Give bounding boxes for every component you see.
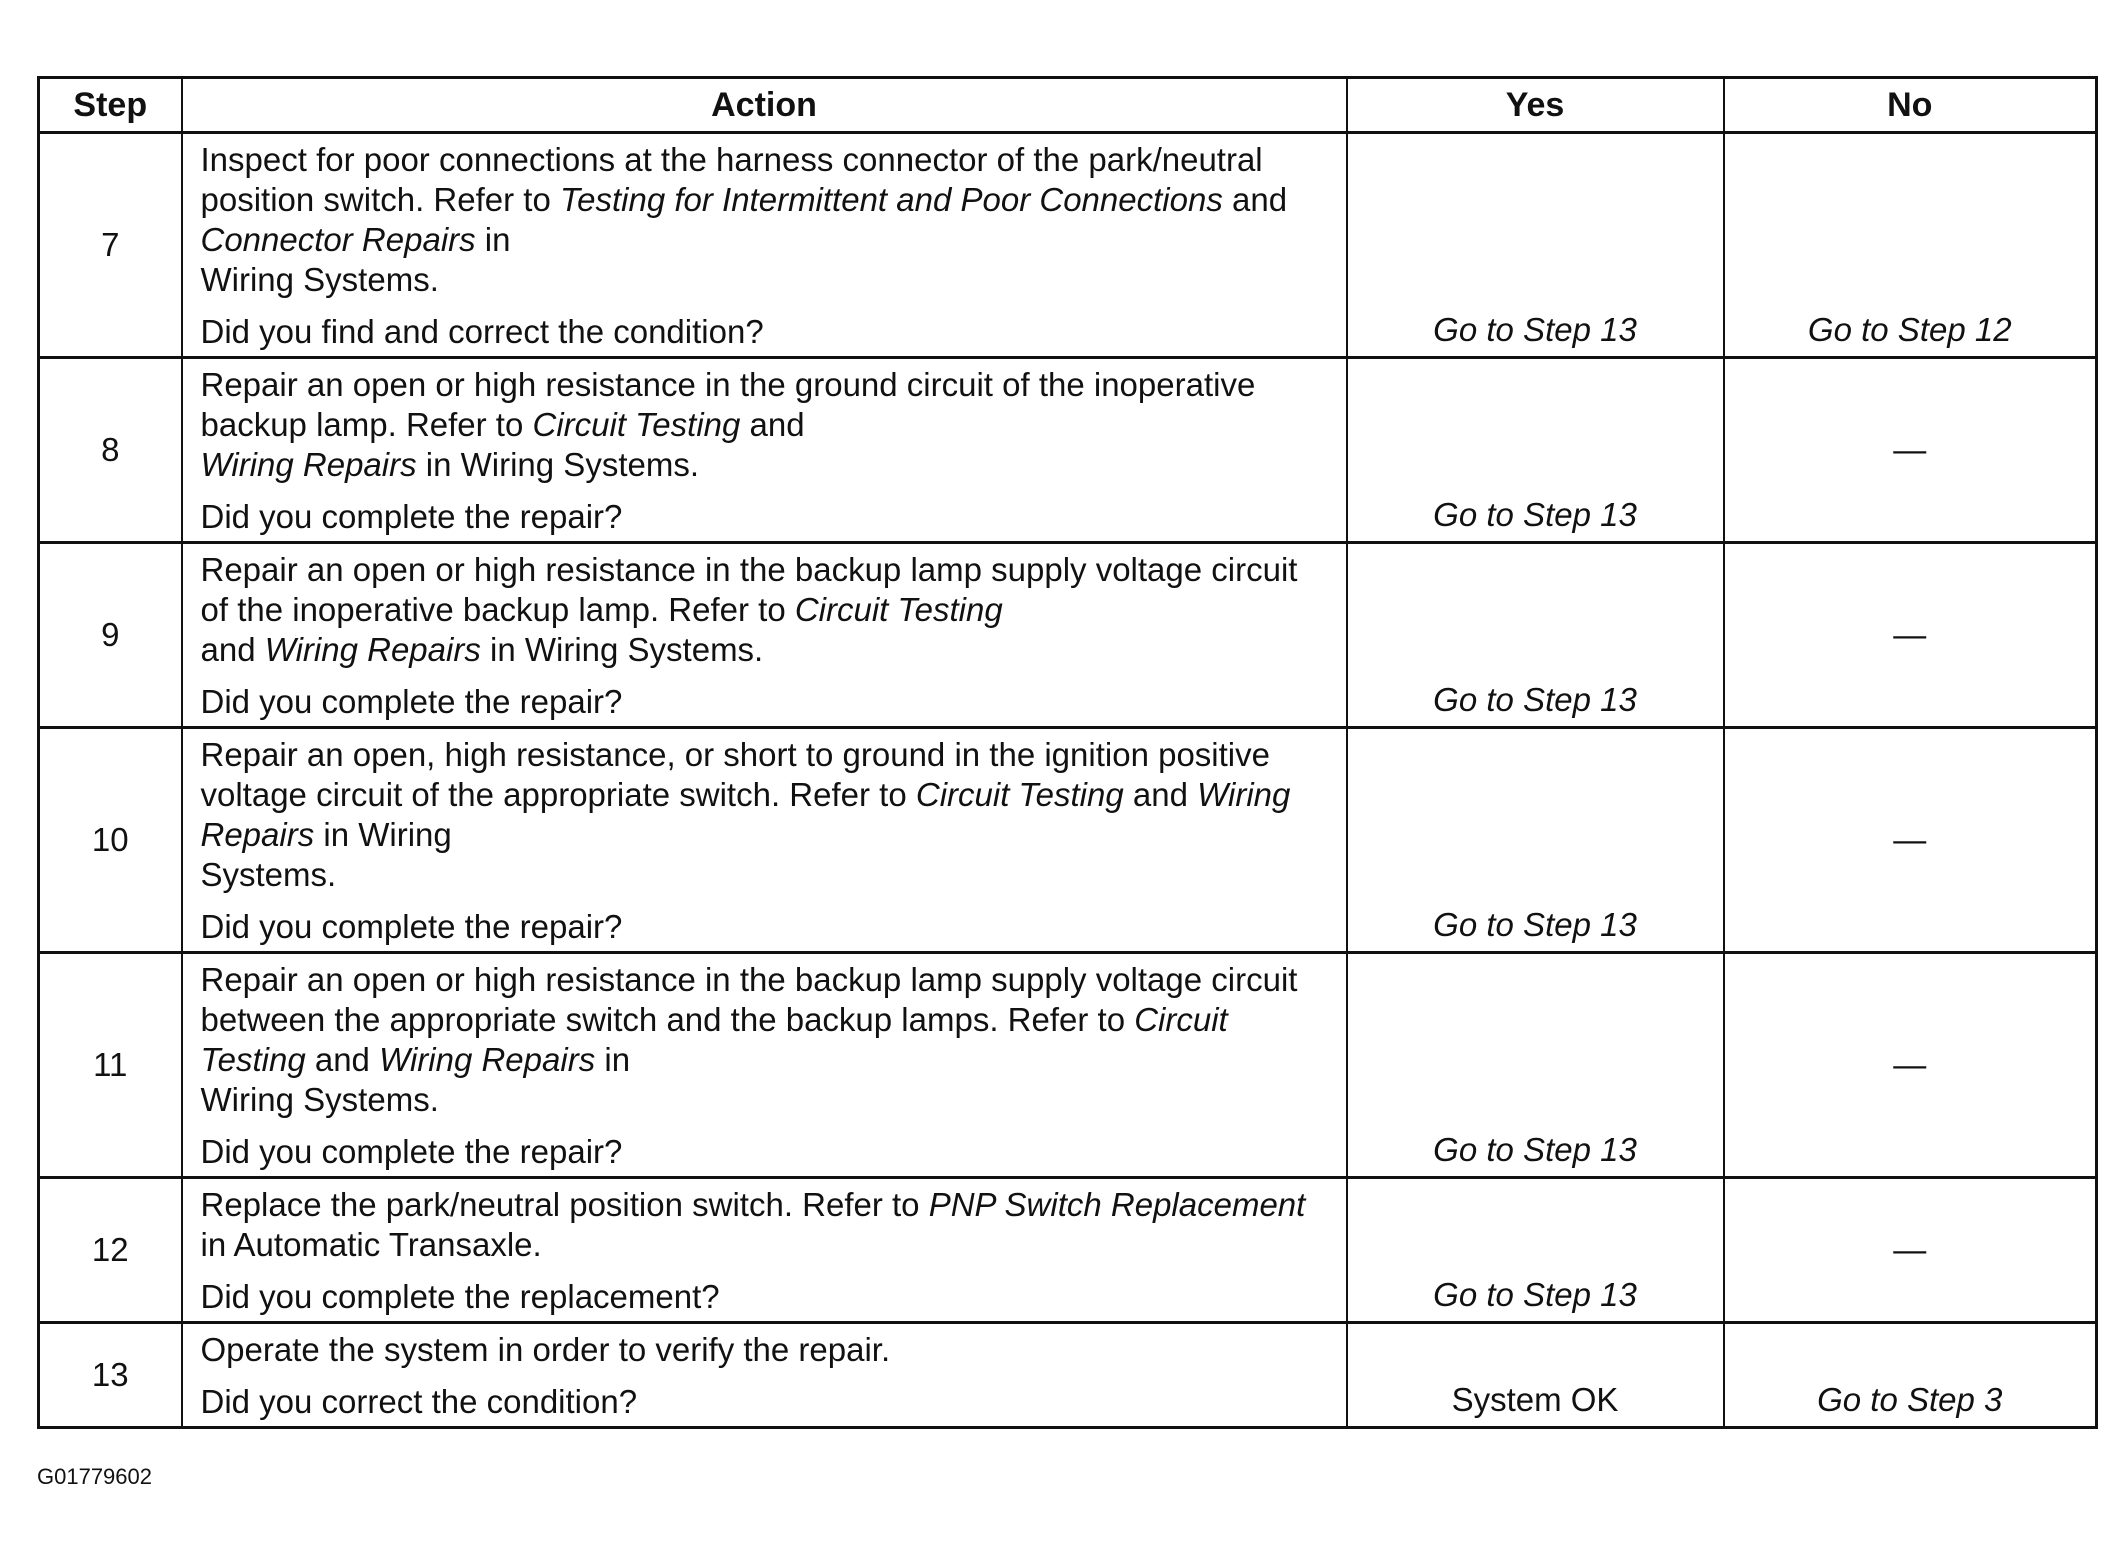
no-result bbox=[1724, 1178, 2097, 1323]
action-cell bbox=[182, 543, 1347, 728]
header-step: Step bbox=[39, 78, 182, 133]
header-action: Action bbox=[182, 78, 1347, 133]
action-cell bbox=[182, 358, 1347, 543]
action-segment: in Wiring Systems. bbox=[416, 446, 699, 483]
action-segment: Repair an open or high resistance in the ground circuit of the inoperative backup lamp. Refer to bbox=[200, 366, 1256, 443]
reference-link-text: Testing for Intermittent and Poor Connections bbox=[560, 181, 1223, 218]
action-cell bbox=[182, 728, 1347, 953]
action-text bbox=[201, 1185, 1334, 1265]
reference-link-text: PNP Switch Replacement bbox=[928, 1186, 1306, 1223]
reference-link-text: Wiring Repairs bbox=[379, 1041, 596, 1078]
header-yes: Yes bbox=[1347, 78, 1724, 133]
action-cell bbox=[182, 953, 1347, 1178]
no-result-text: — bbox=[1893, 1231, 1927, 1268]
action-text bbox=[201, 550, 1334, 670]
no-result bbox=[1724, 543, 2097, 728]
yes-result bbox=[1347, 953, 1724, 1178]
yes-result bbox=[1347, 358, 1724, 543]
reference-link-text: Wiring Repairs bbox=[200, 446, 417, 483]
action-cell bbox=[182, 1323, 1347, 1428]
reference-link-text: Circuit Testing bbox=[532, 406, 741, 443]
reference-link-text: Circuit Testing bbox=[200, 1001, 1228, 1078]
table-row bbox=[39, 358, 2097, 543]
table-row bbox=[39, 543, 2097, 728]
yes-result-text: Go to Step 13 bbox=[1433, 1131, 1637, 1168]
no-result-text: — bbox=[1893, 616, 1927, 653]
table-row bbox=[39, 1178, 2097, 1323]
no-result-text: — bbox=[1893, 431, 1927, 468]
step-number: 10 bbox=[39, 728, 182, 953]
no-result-text: — bbox=[1893, 821, 1927, 858]
step-number: 12 bbox=[39, 1178, 182, 1323]
reference-link-text: Circuit Testing bbox=[794, 591, 1003, 628]
reference-link-text: Connector Repairs bbox=[200, 221, 476, 258]
reference-link-text: Circuit Testing bbox=[915, 776, 1124, 813]
question-text: Did you complete the repair? bbox=[200, 908, 623, 945]
step-number: 13 bbox=[39, 1323, 182, 1428]
question-text: Did you complete the replacement? bbox=[200, 1278, 720, 1315]
action-segment: Operate the system in order to verify the repair. bbox=[200, 1331, 891, 1368]
step-number: 8 bbox=[39, 358, 182, 543]
action-segment: in Wiring Systems. bbox=[480, 631, 764, 668]
yes-result bbox=[1347, 133, 1724, 358]
table-row bbox=[39, 1323, 2097, 1428]
action-text bbox=[201, 1330, 1334, 1370]
diagnostic-table bbox=[37, 76, 2098, 1429]
action-segment: Inspect for poor connections at the harness connector of the park/neutral position switch. Refer to bbox=[200, 141, 1263, 218]
no-result bbox=[1724, 1323, 2097, 1428]
step-number: 11 bbox=[39, 953, 182, 1178]
action-segment: in Wiring bbox=[314, 816, 452, 853]
reference-link-text: Wiring Repairs bbox=[264, 631, 481, 668]
action-segment: in bbox=[475, 221, 511, 258]
no-result bbox=[1724, 953, 2097, 1178]
no-result-text: Go to Step 12 bbox=[1807, 311, 2012, 348]
table-row bbox=[39, 728, 2097, 953]
yes-result-text: Go to Step 13 bbox=[1433, 906, 1637, 943]
yes-result-text: System OK bbox=[1451, 1381, 1619, 1418]
action-segment: and bbox=[740, 406, 805, 443]
table-body bbox=[39, 133, 2097, 1428]
action-segment: Wiring Systems. bbox=[200, 261, 439, 298]
action-segment: Repair an open or high resistance in the backup lamp supply voltage circuit of the inoperative backup lamp. Refer to bbox=[200, 551, 1298, 628]
yes-result bbox=[1347, 1323, 1724, 1428]
action-segment: in bbox=[595, 1041, 631, 1078]
action-segment: in Automatic Transaxle. bbox=[200, 1226, 542, 1263]
action-text bbox=[201, 735, 1334, 895]
reference-link-text: Wiring Repairs bbox=[200, 776, 1291, 853]
yes-result-text: Go to Step 13 bbox=[1433, 681, 1637, 718]
no-result-text: Go to Step 3 bbox=[1817, 1381, 2003, 1418]
action-text bbox=[201, 365, 1334, 485]
action-segment: Wiring Systems. bbox=[200, 1081, 439, 1118]
no-result bbox=[1724, 728, 2097, 953]
action-segment: and bbox=[200, 631, 265, 668]
question-text: Did you correct the condition? bbox=[200, 1383, 638, 1420]
yes-result-text: Go to Step 13 bbox=[1433, 1276, 1637, 1313]
step-number: 7 bbox=[39, 133, 182, 358]
yes-result-text: Go to Step 13 bbox=[1433, 311, 1637, 348]
step-number: 9 bbox=[39, 543, 182, 728]
yes-result bbox=[1347, 728, 1724, 953]
no-result bbox=[1724, 358, 2097, 543]
action-segment: Replace the park/neutral position switch. Refer to bbox=[200, 1186, 929, 1223]
table-row bbox=[39, 953, 2097, 1178]
action-segment: Repair an open, high resistance, or short to ground in the ignition positive voltage circuit of the appropriate switch. Refer to bbox=[200, 736, 1270, 813]
header-no: No bbox=[1724, 78, 2097, 133]
figure-id: G01779602 bbox=[37, 1464, 152, 1489]
action-segment: and bbox=[305, 1041, 380, 1078]
action-segment: and bbox=[1222, 181, 1288, 218]
action-cell bbox=[182, 133, 1347, 358]
table-row bbox=[39, 133, 2097, 358]
yes-result bbox=[1347, 543, 1724, 728]
question-text: Did you complete the repair? bbox=[200, 683, 623, 720]
no-result bbox=[1724, 133, 2097, 358]
action-cell bbox=[182, 1178, 1347, 1323]
yes-result-text: Go to Step 13 bbox=[1433, 496, 1637, 533]
action-segment: Systems. bbox=[200, 856, 337, 893]
header-row bbox=[39, 78, 2097, 133]
action-text bbox=[201, 960, 1334, 1120]
action-text bbox=[201, 140, 1334, 300]
question-text: Did you complete the repair? bbox=[200, 498, 623, 535]
action-segment: Repair an open or high resistance in the backup lamp supply voltage circuit between the appropriate switch and the backup lamps. Refer to bbox=[200, 961, 1298, 1038]
action-segment: and bbox=[1123, 776, 1198, 813]
no-result-text: — bbox=[1893, 1046, 1927, 1083]
question-text: Did you find and correct the condition? bbox=[200, 313, 764, 350]
question-text: Did you complete the repair? bbox=[200, 1133, 623, 1170]
yes-result bbox=[1347, 1178, 1724, 1323]
